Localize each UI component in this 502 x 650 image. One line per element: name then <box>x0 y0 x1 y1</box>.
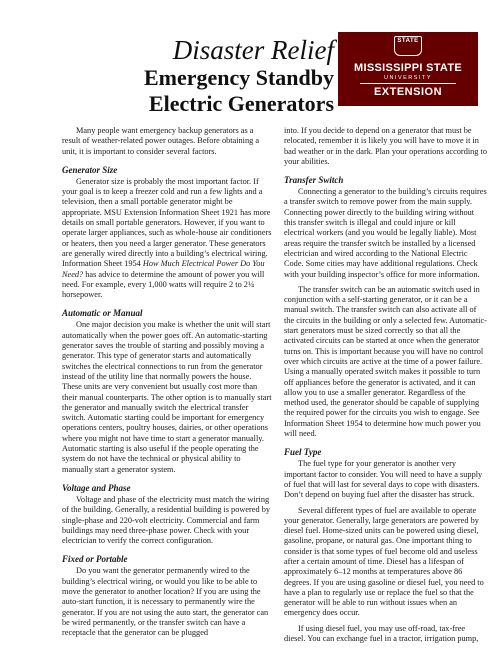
continued-paragraph: into. If you decide to depend on a generator that must be relocated, remember it is likely you will have to move it in bad weather or in the dark. Plan your operations according to your abilities. <box>284 126 487 166</box>
heading-voltage-phase: Voltage and Phase <box>62 482 131 493</box>
transfer-paragraph-2: The transfer switch can be an automatic switch used in conjunction with a self-starting generator, or it can be a manual switch. The transfer switch can also activate all of the circuits in the building or only a selected few. Automatic-start generators must be sized correctly so that all the activated circuits can be started at once when the generator turns on. This is important because you will have no control over which circuits are active at the time of a power failure. Using a manually operated switch makes it possible to turn off appliances before the generator is activated, and it can allow you to use a smaller generator. Regardless of the method used, the generator should be capable of supplying the required power for the circuits you wish to engage. See Information Sheet 1954 to determine how much power you will need. <box>284 284 487 439</box>
heading-fuel-type: Fuel Type <box>284 447 322 458</box>
size-publication-title: How Much Electrical Power Do You Need? <box>62 259 265 279</box>
fuel-paragraph-3: If using diesel fuel, you may use off-road, tax-free diesel. You can exchange fuel in a tractor, irrigation pump, <box>284 623 479 644</box>
size-text-2: has advice to determine the amount of power you will need. For example, every 1,000 watts will require 2 to 2¼ horsepower. <box>62 269 265 300</box>
title-block <box>144 36 334 117</box>
size-paragraph <box>62 177 272 301</box>
logo-extension: EXTENSION <box>373 86 443 98</box>
heading-generator-size: Generator Size <box>62 164 118 175</box>
heading-automatic-manual: Automatic or Manual <box>62 308 143 319</box>
logo-divider <box>360 83 456 84</box>
size-text: Generator size is probably the most important factor. If your goal is to keep a freezer cold and run a few lights and a television, then a small portable generator might be appropriate. MSU Extension Information Sheet 1921 has more details on small portable generators. However, if you want to operate larger appliances, such as whole-house air conditioners or heaters, then you need a larger generator. These generators are generally wired directly into a building’s electrical wiring. Information Sheet 1954 <box>62 176 272 269</box>
document-kicker: Disaster Relief <box>172 35 334 65</box>
transfer-paragraph-1: Connecting a generator to the building’s circuits requires a transfer switch to remove power from the main supply. Connecting power directly to the building wiring without this transfer switch is illegal and could injure or kill electrical workers (and you would be legally liable). Most areas require the transfer switch be installed by a licensed electrician and wired according to the National Electric Code. Some cities may have additional regulations. Check with your building inspector’s office for more information. <box>284 187 487 279</box>
automatic-paragraph: One major decision you make is whether the unit will start automatically when the power goes off. An automatic-starting generator saves the trouble of starting and possibly moving a generator. This type of generator starts and automatically switches the electrical connections to run from the generator instead of the utility line that normally powers the house. These units are very convenient but usually cost more than their manual counterparts. The other option is to manually start the generator and manually switch the electrical transfer switch. Automatic starting could be important for emergency operations centers, poultry houses, dairies, or other operations where you might not have time to start a generator manually. Automatic starting is also useful if the people operating the system do not have the technical or physical ability to manually start a generator system. <box>62 320 272 474</box>
document-title-line-1: Emergency Standby <box>143 65 334 90</box>
document-title-line-2: Electric Generators <box>148 91 334 116</box>
fuel-paragraph-2: Several different types of fuel are available to operate your generator. Generally, large generators are powered by diesel fuel. Home-sized units can be powered using diesel, gasoline, propane, or natural gas. One important thing to consider is that some types of fuel become old and useless after a certain amount of time. Diesel has a lifespan of approximately 6–12 months at temperatures above 86 degrees. If you are using gasoline or diesel fuel, you need to have a plan to regularly use or replace the fuel so that the generator will be able to run without issues when an emergency does occur. <box>284 505 484 618</box>
msu-extension-logo <box>338 32 478 106</box>
logo-university: UNIVERSITY <box>383 75 432 81</box>
document-header <box>0 0 502 118</box>
intro-paragraph: Many people want emergency backup generators as a result of weather-related power outages. Before obtaining a unit, it is important to consider several factors. <box>62 126 260 156</box>
heading-fixed-portable: Fixed or Portable <box>62 554 128 565</box>
left-column <box>62 126 272 638</box>
fixed-paragraph: Do you want the generator permanently wired to the building’s electrical wiring, or would you like to be able to move the generator to another location? If you are using the auto-start function, it is necessary to permanently wire the generator. If you are not using the auto start, the generator can be wired permanently, or the transfer switch can have a receptacle that the generator can be plugged <box>62 566 269 638</box>
right-column <box>284 126 488 644</box>
voltage-paragraph: Voltage and phase of the electricity must match the wiring of the building. Generally, a residential building is powered by single-phase and 220-volt electricity. Commercial and farm buildings may need three-phase power. Check with your electrician to verify the correct configuration. <box>62 494 270 546</box>
fuel-paragraph-1: The fuel type for your generator is another very important factor to consider. You will need to have a supply of fuel that will last for several days to cope with disasters. Don’t depend on buying fuel after the disaster has struck. <box>284 459 483 500</box>
crest-label: STATE <box>397 38 419 44</box>
logo-name: MISSISSIPPI STATE <box>354 62 462 74</box>
heading-transfer-switch: Transfer Switch <box>284 175 344 186</box>
